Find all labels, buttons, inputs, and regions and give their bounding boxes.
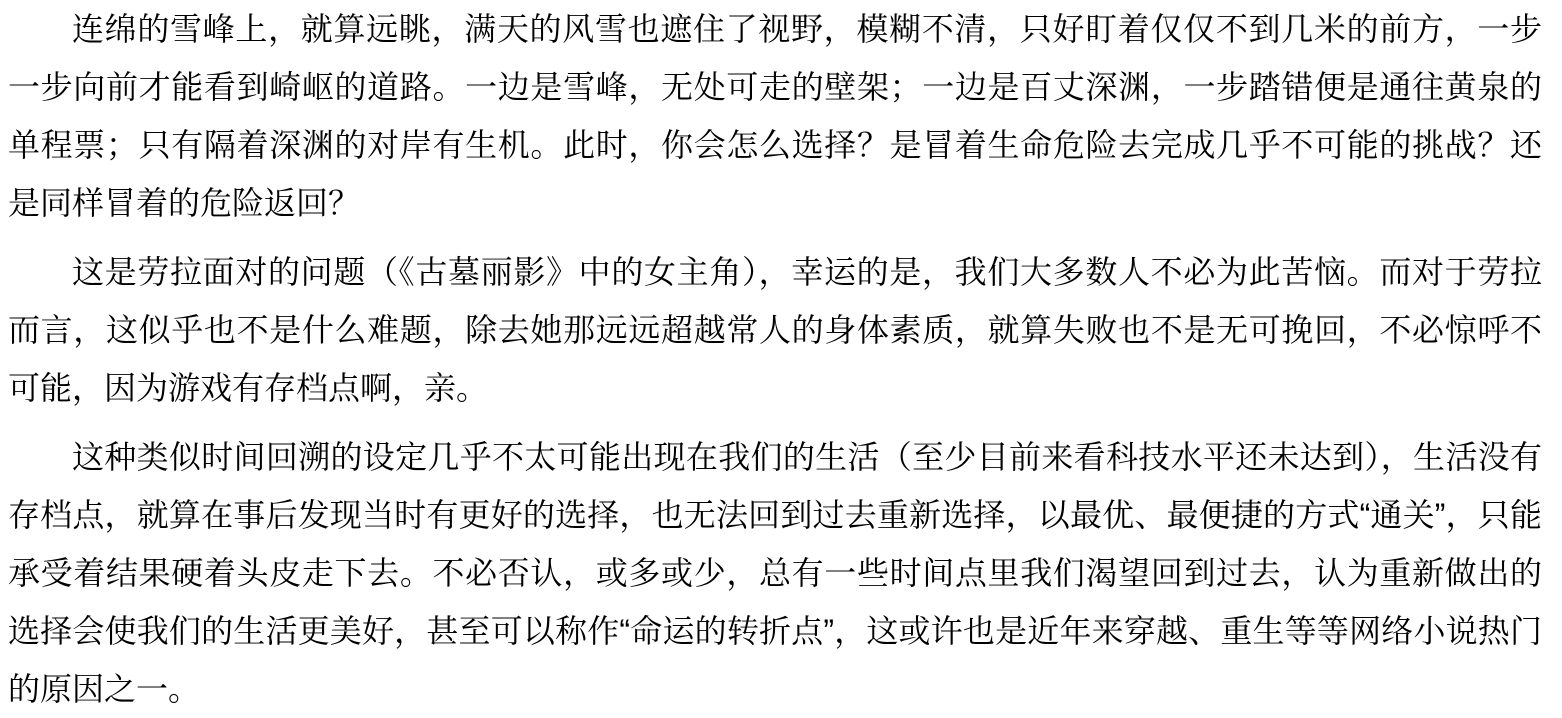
paragraph-2: 这是劳拉面对的问题（《古墓丽影》中的女主角），幸运的是，我们大多数人不必为此苦恼。而对于劳拉而言，这似乎也不是什么难题，除去她那远远超越常人的身体素质，就算失败也不是无可挽回，不必惊呼不可能，因为游戏有存档点啊，亲。 (8, 254, 1542, 406)
paragraph-3: 这种类似时间回溯的设定几乎不太可能出现在我们的生活（至少目前来看科技水平还未达到），生活没有存档点，就算在事后发现当时有更好的选择，也无法回到过去重新选择，以最优、最便捷的方式“通关”，只能承受着结果硬着头皮走下去。不必否认，或多或少，总有一些时间点里我们渴望回到过去，认为重新做出的选择会使我们的生活更美好，甚至可以称作“命运的转折点”，这或许也是近年来穿越、重生等等网络小说热门的原因之一。 (8, 439, 1542, 707)
paragraph-1: 连绵的雪峰上，就算远眺，满天的风雪也遮住了视野，模糊不清，只好盯着仅仅不到几米的前方，一步一步向前才能看到崎岖的道路。一边是雪峰，无处可走的壁架；一边是百丈深渊，一步踏错便是通往黄泉的单程票；只有隔着深渊的对岸有生机。此时，你会怎么选择？是冒着生命危险去完成几乎不可能的挑战？还是同样冒着的危险返回？ (8, 11, 1542, 221)
